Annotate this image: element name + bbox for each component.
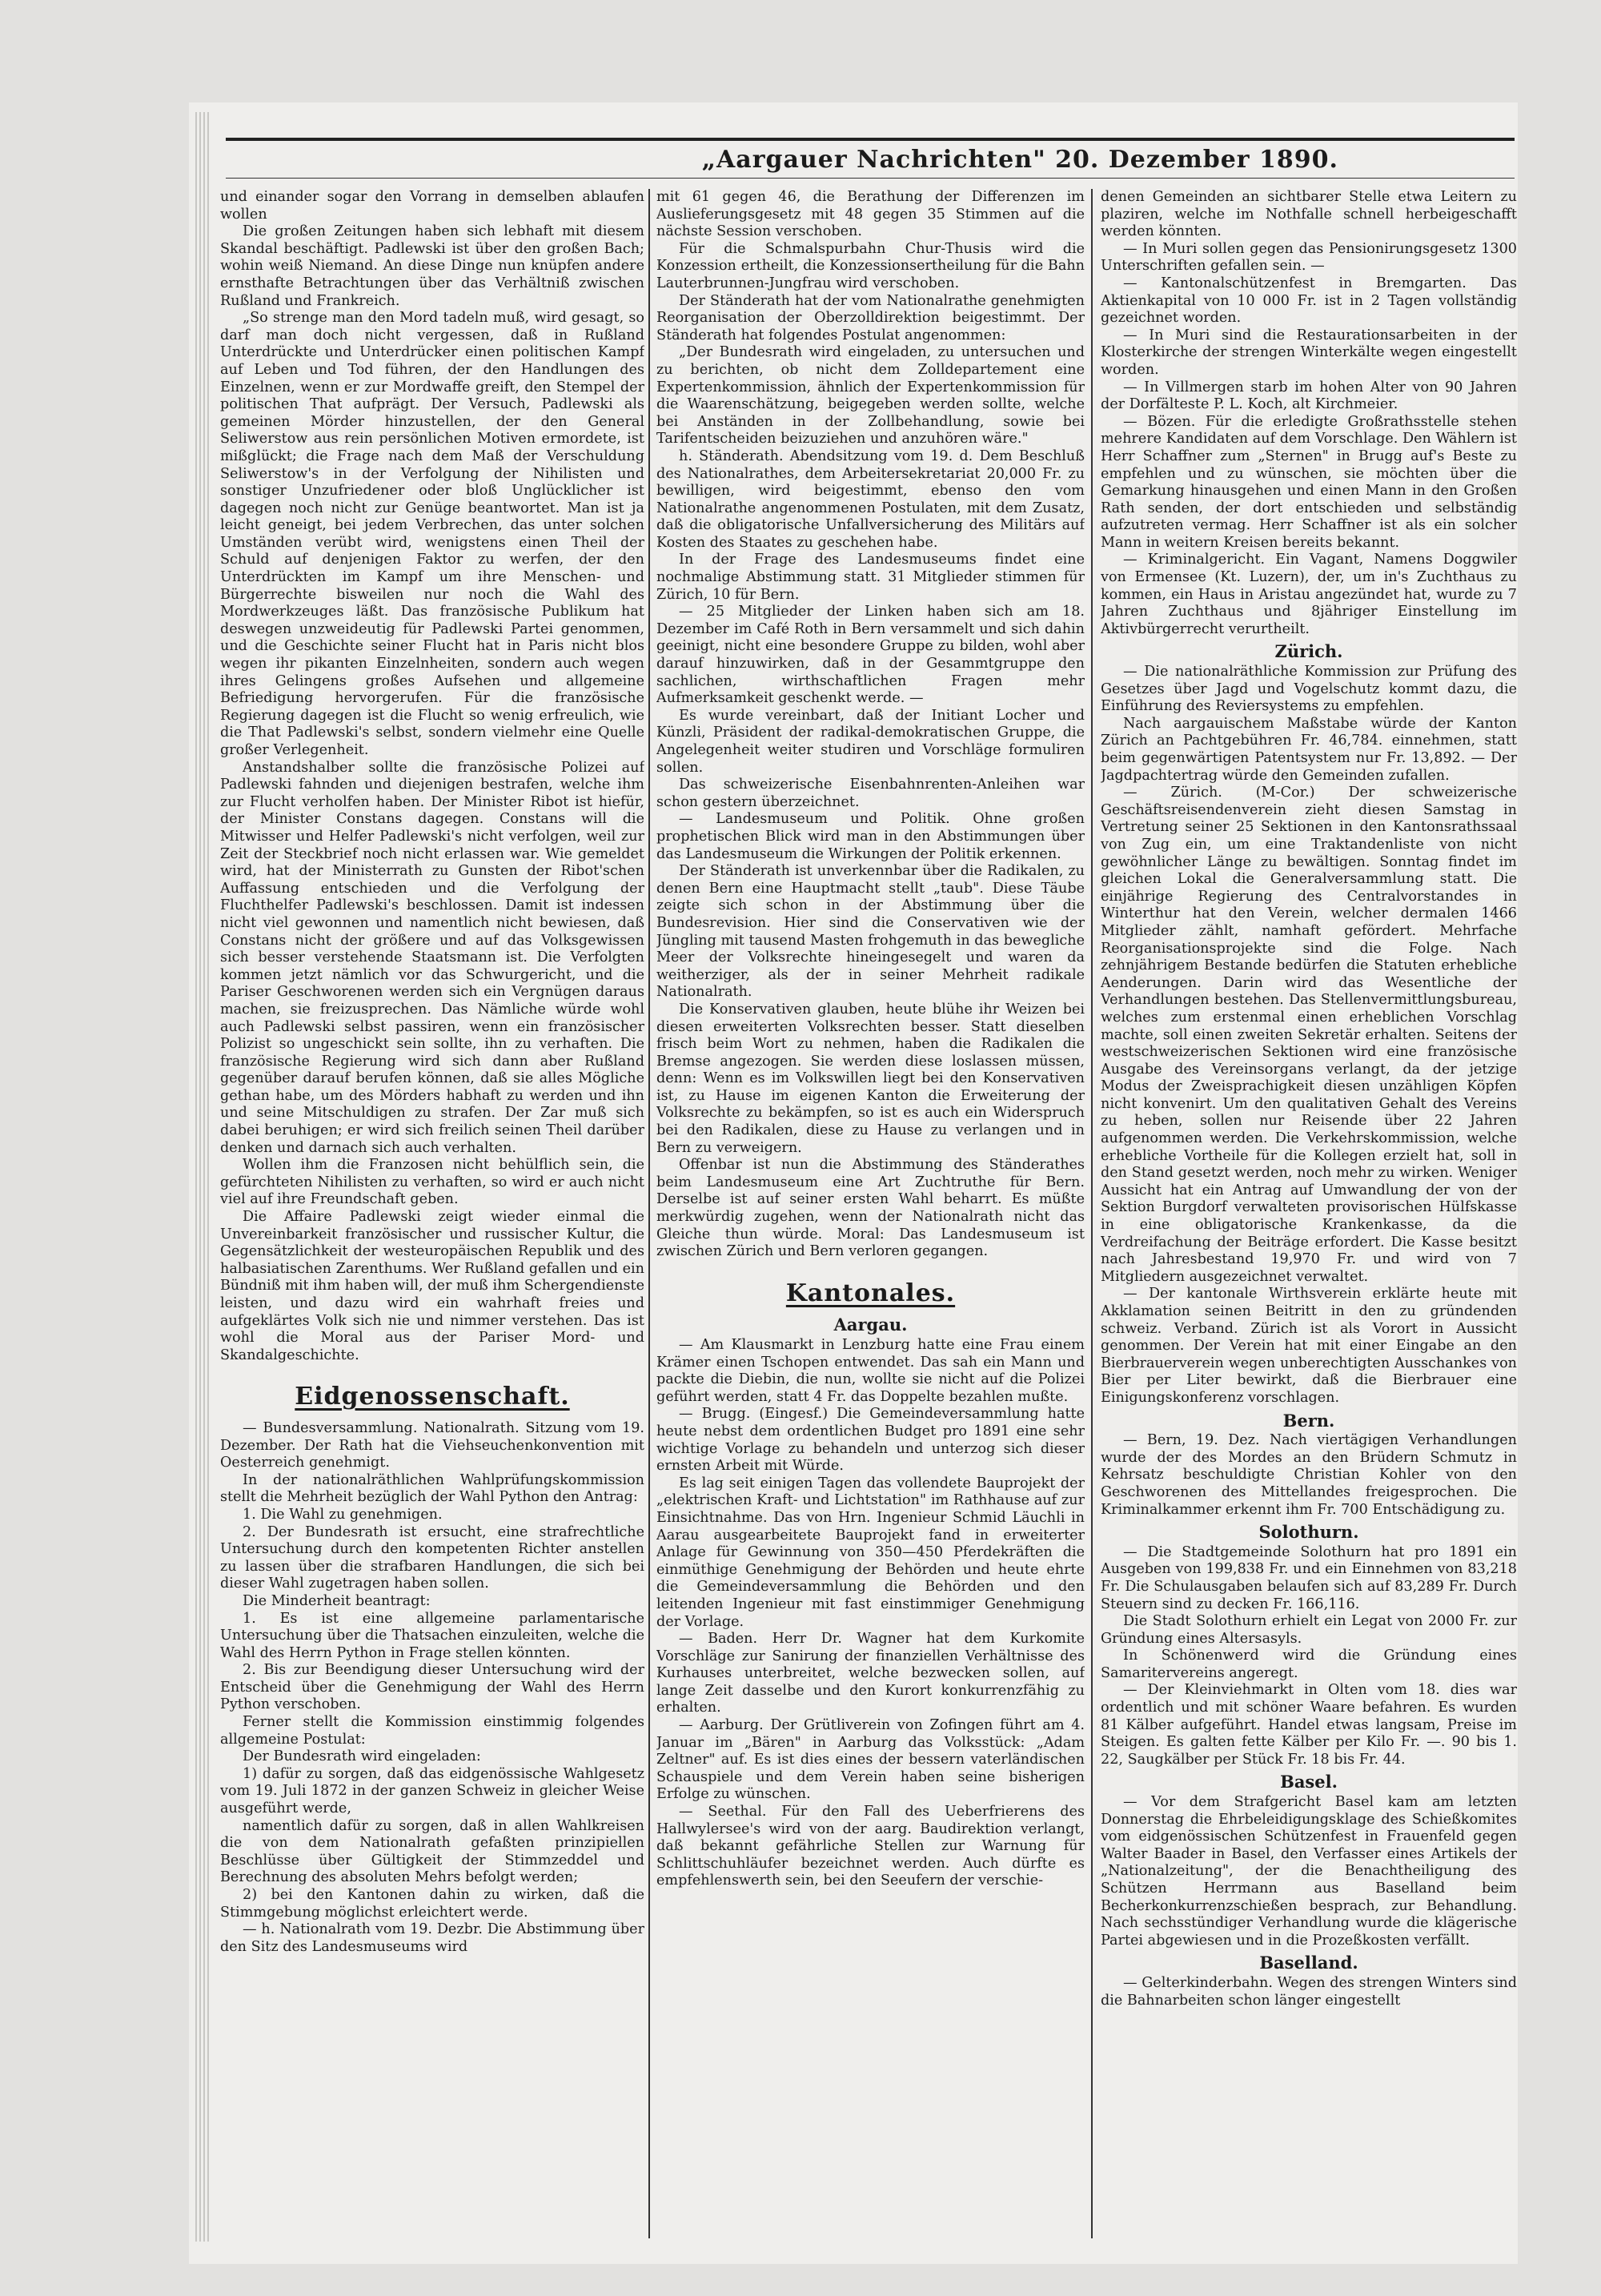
paragraph: 1) dafür zu sorgen, daß das eidgenössische Wahlgesetz vom 19. Juli 1872 in der ganzen Schweiz in gleicher Weise ausgeführt werde, bbox=[220, 1765, 644, 1817]
paragraph: 1. Es ist eine allgemeine parlamentarische Untersuchung über die Thatsachen einzuleiten, welche die Wahl des Herrn Python in Frage stellen könnten. bbox=[220, 1610, 644, 1661]
paragraph: 2. Bis zur Beendigung dieser Untersuchung wird der Entscheid über die Genehmigung der Wahl des Herrn Python verschoben. bbox=[220, 1662, 644, 1713]
paragraph: — Der Kleinviehmarkt in Olten vom 18. dies war ordentlich und mit schöner Waare befahren. Es wurden 81 Kälber aufgeführt. Handel etwas langsam, Preise im Steigen. Es galten fette Kälber per Kilo Fr. —. 90 bis 1. 22, Saugkälber per Stück Fr. 18 bis Fr. 44. bbox=[1101, 1682, 1517, 1768]
section-heading-kantonales: Kantonales. bbox=[785, 1278, 956, 1307]
page-stack-edge bbox=[195, 112, 211, 2242]
paragraph: — Zürich. (M-Cor.) Der schweizerische Geschäftsreisendenverein zieht diesen Samstag in Vertretung seiner 25 Sektionen in den Kantonsrathssaal von Zug ein, um eine Traktandenliste von nicht gewöhnlicher Länge zu bewältigen. Sonntag findet im gleichen Lokal die Generalversammlung statt. Die einjährige Regierung des Centralvorstandes in Winterthur hat den Verein, welcher dermalen 1466 Mitglieder zählt, namhaft gefördert. Mehrfache Reorganisationsprojekte sind die Folge. Nach zehnjährigem Bestande bedürfen die Statuten erhebliche Aenderungen. Darin wird das Wesentliche der Verhandlungen bestehen. Das Stellenvermittlungsbureau, welches zum erstenmal einen erheblichen Vorschlag machte, soll einen zweiten Sekretär erhalten. Seitens der westschweizerischen Sektionen wird eine französische Ausgabe des Vereinsorgans verlangt, da der jetzige Modus der Zweisprachigkeit diesen unzähligen Köpfen nicht konvenirt. Um den qualitativen Gehalt des Vereins zu heben, sollen nur Reisende über 22 Jahren aufgenommen werden. Die Verkehrskommission, welche erhebliche Vortheile für die Kollegen erzielt hat, soll in den Stand gesetzt werden, noch mehr zu wirken. Weniger Aussicht hat ein Antrag auf Umwandlung der von der Sektion Burgdorf verwalteten provisorischen Hülfskasse in eine obligatorische Krankenkasse, da die Verdreifachung der Beiträge erfordert. Die Kasse besitzt nach Jahresbestand 19,970 Fr. und wird von 7 Mitgliedern ausgezeichnet verwaltet. bbox=[1101, 785, 1517, 1285]
paragraph: — Kantonalschützenfest in Bremgarten. Das Aktienkapital von 10 000 Fr. ist in 2 Tagen vollständig gezeichnet worden. bbox=[1101, 275, 1517, 327]
paragraph: Die Affaire Padlewski zeigt wieder einmal die Unvereinbarkeit französischer und russischer Kultur, die Gegensätzlichkeit der westeuropäischen Republik und des halbasiatischen Zarenthums. Wer Rußland gefallen und ein Bündniß mit ihm haben will, der muß ihm Schergendienste leisten, und dazu wird ein wahrhaft freies und aufgeklärtes Volk sich nie und nimmer verstehen. Das ist wohl die Moral aus der Pariser Mord- und Skandalgeschichte. bbox=[220, 1209, 644, 1363]
paragraph: — In Villmergen starb im hohen Alter von 90 Jahren der Dorfälteste P. L. Koch, alt Kirchmeier. bbox=[1101, 379, 1517, 413]
paragraph: Der Bundesrath wird eingeladen: bbox=[243, 1748, 481, 1765]
subheading-zuerich: Zürich. bbox=[1274, 641, 1343, 662]
paragraph: und einander sogar den Vorrang in demselben ablaufen wollen bbox=[220, 189, 644, 223]
masthead-title: „Aargauer Nachrichten" 20. Dezember 1890. bbox=[701, 146, 1338, 174]
paragraph: — Aarburg. Der Grütliverein von Zofingen führt am 4. Januar im „Bären" in Aarburg das Volksstück: „Adam Zeltner" auf. Es ist dies eines der bessern vaterländischen Schauspiele und dem Verein haben seine bisherigen Erfolge zu wünschen. bbox=[656, 1717, 1085, 1803]
column-2 bbox=[656, 189, 1085, 2238]
paragraph: — Bundesversammlung. Nationalrath. Sitzung vom 19. Dezember. Der Rath hat die Viehseuchenkonvention mit Oesterreich genehmigt. bbox=[220, 1419, 644, 1471]
column-1 bbox=[220, 189, 644, 2238]
section-heading-eidgenossenschaft: Eidgenossenschaft. bbox=[295, 1383, 570, 1411]
paragraph: Die Konservativen glauben, heute blühe ihr Weizen bei diesen erweiterten Volksrechten besser. Statt dieselben frisch beim Wort zu nehmen, haben die Radikalen die Bremse angezogen. Sie werden diese loslassen müssen, denn: Wenn es im Volkswillen liegt bei den Konservativen ist, zu Hause im eigenen Kanton die Erweiterung der Volksrechte zu bekämpfen, so ist es auch ein Widerspruch bei den Radikalen, diese zu Hause zu verlangen und in Bern zu verweigern. bbox=[656, 1001, 1085, 1156]
column-3 bbox=[1101, 189, 1517, 2238]
masthead bbox=[226, 138, 1515, 179]
paragraph: Das schweizerische Eisenbahnrenten-Anleihen war schon gestern überzeichnet. bbox=[656, 777, 1085, 810]
paragraph: — Seethal. Für den Fall des Ueberfrierens des Hallwylersee's wird von der aarg. Baudirektion verlangt, daß bekannt gefährliche Stellen zur Warnung für Schlittschuhläufer bezeichnet werden. Auch dürfte es empfehlenswerth sein, bei den Seeufern der verschie- bbox=[656, 1804, 1085, 1889]
paragraph: Der Ständerath hat der vom Nationalrathe genehmigten Reorganisation der Oberzolldirektion beigestimmt. Der Ständerath hat folgendes Postulat angenommen: bbox=[656, 292, 1085, 343]
paragraph: — Die nationalräthliche Kommission zur Prüfung des Gesetzes über Jagd und Vogelschutz kommt dazu, die Einführung des Reviersystems zu empfehlen. bbox=[1101, 664, 1517, 715]
subheading-basel: Basel. bbox=[1280, 1772, 1338, 1792]
paragraph: In Schönenwerd wird die Gründung eines Samaritervereins angeregt. bbox=[1101, 1648, 1517, 1681]
paragraph: — Vor dem Strafgericht Basel kam am letzten Donnerstag die Ehrbeleidigungsklage des Schießkomites vom eidgenössischen Schützenfest in Frauenfeld gegen Walter Baader in Basel, den Verfasser eines Artikels der „Nationalzeitung", der die Benachtheiligung des Schützen Herrmann aus Baselland beim Becherkonkurrenzschießen besprach, zur Behandlung. Nach sechsstündiger Verhandlung wurde die klägerische Partei abgewiesen und in die Prozeßkosten verfällt. bbox=[1101, 1794, 1517, 1949]
paragraph: h. Ständerath. Abendsitzung vom 19. d. Dem Beschluß des Nationalrathes, dem Arbeitersekretariat 20,000 Fr. zu bewilligen, wird beigestimmt, ebenso den vom Nationalrathe angenommenen Postulaten, mit dem Zusatz, daß die obligatorische Unfallversicherung des Militärs auf Kosten des Staates zu geschehen habe. bbox=[656, 448, 1085, 551]
paragraph: — In Muri sollen gegen das Pensionirungsgesetz 1300 Unterschriften gefallen sein. — bbox=[1101, 240, 1517, 275]
paragraph: — Bözen. Für die erledigte Großrathsstelle stehen mehrere Kandidaten auf dem Vorschlage. Den Wählern ist Herr Schaffner zum „Sternen" in Brugg auf's Beste zu empfehlen und zu wünschen, sie möchten über die Gemarkung hinausgehen und einen Mann in den Großen Rath senden, der dort entschieden und selbständig aufzutreten vermag. Herr Schaffner ist als ein solcher Mann in weitern Kreisen bereits bekannt. bbox=[1101, 413, 1517, 551]
paragraph: — Baden. Herr Dr. Wagner hat dem Kurkomite Vorschläge zur Sanirung der finanziellen Verhältnisse des Kurhauses unterbreitet, welche bezwecken sollen, auf lange Zeit dasselbe und den Kurort konkurrenzfähig zu erhalten. bbox=[656, 1631, 1085, 1716]
paragraph: „Der Bundesrath wird eingeladen, zu untersuchen und zu berichten, ob nicht dem Zolldepartement eine Expertenkommission, ähnlich der Expertenkommission für die Waarenschätzung, beigegeben werden sollte, welche bei Anständen in der Zollbehandlung, sowie bei Tarifentscheiden beizuziehen und anzuhören wäre." bbox=[656, 344, 1085, 448]
paragraph: mit 61 gegen 46, die Berathung der Differenzen im Auslieferungsgesetz mit 48 gegen 35 Stimmen auf die nächste Session verschoben. bbox=[656, 189, 1085, 240]
subheading-solothurn: Solothurn. bbox=[1258, 1522, 1359, 1543]
paragraph: Die Minderheit beantragt: bbox=[243, 1592, 431, 1609]
paragraph: Offenbar ist nun die Abstimmung des Ständerathes beim Landesmuseum eine Art Zuchtruthe für Bern. Derselbe ist auf seiner ersten Wahl beharrt. Es müßte merkwürdig zugehen, wenn der Nationalrath nicht das Gleiche thun würde. Moral: Das Landesmuseum ist zwischen Zürich und Bern verloren gegangen. bbox=[656, 1157, 1085, 1260]
subheading-bern: Bern. bbox=[1282, 1410, 1335, 1431]
paragraph: Es wurde vereinbart, daß der Initiant Locher und Künzli, Präsident der radikal-demokratischen Gruppe, die Angelegenheit weiter studiren und Vorschläge formuliren sollen. bbox=[656, 707, 1085, 776]
subheading-baselland: Baselland. bbox=[1259, 1953, 1358, 1973]
paragraph: — Kriminalgericht. Ein Vagant, Namens Doggwiler von Ermensee (Kt. Luzern), der, um in's Zuchthaus zu kommen, ein Haus in Aristau angezündet hat, wurde zu 7 Jahren Zuchthaus und 8jähriger Einstellung im Aktivbürgerrecht verurtheilt. bbox=[1101, 552, 1517, 637]
paragraph: — Landesmuseum und Politik. Ohne großen prophetischen Blick wird man in den Abstimmungen über das Landesmuseum die Wirkungen der Politik erkennen. bbox=[656, 811, 1085, 862]
paragraph: — Am Klausmarkt in Lenzburg hatte eine Frau einem Krämer einen Tschopen entwendet. Das sah ein Mann und packte die Diebin, die nun, wollte sie nicht auf die Polizei geführt werden, statt 4 Fr. das Doppelte bezahlen mußte. bbox=[656, 1337, 1085, 1405]
paragraph: 2) bei den Kantonen dahin zu wirken, daß die Stimmgebung möglichst erleichtert werde. bbox=[220, 1887, 644, 1921]
paragraph: — 25 Mitglieder der Linken haben sich am 18. Dezember im Café Roth in Bern versammelt und sich dahin geeinigt, nicht eine besondere Gruppe zu bilden, wohl aber darauf hinzuwirken, daß in der Gesammtgruppe den sachlichen, wirthschaftlichen Fragen mehr Aufmerksamkeit geschenkt werde. — bbox=[656, 604, 1085, 707]
paragraph: — In Muri sind die Restaurationsarbeiten in der Klosterkirche der strengen Winterkälte wegen eingestellt worden. bbox=[1101, 327, 1517, 378]
paragraph: namentlich dafür zu sorgen, daß in allen Wahlkreisen die von dem Nationalrath gefaßten prinzipiellen Beschlüsse über Gültigkeit der Stimmzeddel und Berechnung des absoluten Mehrs befolgt werden; bbox=[220, 1817, 644, 1886]
paragraph: — Die Stadtgemeinde Solothurn hat pro 1891 ein Ausgeben von 199,838 Fr. und ein Einnehmen von 83,218 Fr. Die Schulausgaben belaufen sich auf 83,289 Fr. Durch Steuern sind zu decken Fr. 166,116. bbox=[1101, 1543, 1517, 1612]
paragraph: — h. Nationalrath vom 19. Dezbr. Die Abstimmung über den Sitz des Landesmuseums wird bbox=[220, 1921, 644, 1955]
column-rule-1 bbox=[648, 189, 650, 2238]
paragraph: — Bern, 19. Dez. Nach viertägigen Verhandlungen wurde der des Mordes an den Brüdern Schmutz in Kehrsatz beschuldigte Christian Kohler von den Geschworenen des Mittellandes freigesprochen. Die Kriminalkammer erkennt ihm Fr. 700 Entschädigung zu. bbox=[1101, 1432, 1517, 1518]
subheading-aargau: Aargau. bbox=[833, 1315, 908, 1335]
paragraph: Es lag seit einigen Tagen das vollendete Bauprojekt der „elektrischen Kraft- und Lichtstation" im Rathhause auf zur Einsichtnahme. Das von Hrn. Ingenieur Schmid Läuchli in Aarau ausgearbeitete Bauprojekt fand in erweiterter Anlage für Gewinnung von 350—450 Pferdekräften die einmüthige Genehmigung der Behörden und heute ehrte die Gemeindeversammlung die Behörden und den leitenden Ingenieur mit fast einstimmiger Genehmigung der Vorlage. bbox=[656, 1475, 1085, 1630]
paragraph: Ferner stellt die Kommission einstimmig folgendes allgemeine Postulat: bbox=[220, 1714, 644, 1748]
paragraph: „So strenge man den Mord tadeln muß, wird gesagt, so darf man doch nicht vergessen, daß in Rußland Unterdrückte und Unterdrücker einen politischen Kampf auf Leben und Tod führen, der den Handlungen des Einzelnen, wenn er zur Mordwaffe greift, den Stempel der politischen That aufprägt. Der Versuch, Padlewski als gemeinen Mörder hinzustellen, der den General Seliwerstow aus rein persönlichen Motiven ermordete, ist mißglückt; die Frage nach dem Maß der Verschuldung Seliwerstow's in der Verfolgung der Nihilisten und sonstiger Unzufriedener oder bloß Unglücklicher ist dagegen noch nicht zur Genüge beantwortet. Man ist ja leicht geneigt, bei jedem Verbrechen, das unter solchen Umständen verübt wird, wenigstens einen Theil der Schuld auf denjenigen Faktor zu werfen, der den Unterdrückten im Kampf um ihre Menschen- und Bürgerrechte bisweilen nur noch die Wahl des Mordwerkzeuges läßt. Das französische Publikum hat deswegen unzweideutig für Padlewski Partei genommen, und die Geschichte seiner Flucht hat in Paris nicht blos wegen ihr pikanten Einzelnheiten, sondern auch wegen ihres Gelingens großes Aufsehen und allgemeine Befriedigung hervorgerufen. Für die französische Regierung dagegen ist die Flucht so wenig erfreulich, wie die That Padlewski's selbst, sondern vielmehr eine Quelle großer Verlegenheit. bbox=[220, 310, 644, 758]
paragraph: — Gelterkinderbahn. Wegen des strengen Winters sind die Bahnarbeiten schon länger eingestellt bbox=[1101, 1974, 1517, 2009]
paragraph: denen Gemeinden an sichtbarer Stelle etwa Leitern zu plaziren, welche im Nothfalle schnell herbeigeschafft werden könnten. bbox=[1101, 189, 1517, 240]
paragraph: Wollen ihm die Franzosen nicht behülflich sein, die gefürchteten Nihilisten zu verhaften, so wird er auch nicht viel auf ihre Freundschaft geben. bbox=[220, 1157, 644, 1208]
paragraph: — Brugg. (Eingesf.) Die Gemeindeversammlung hatte heute nebst dem ordentlichen Budget pro 1891 eine sehr wichtige Vorlage zu behandeln und unterzog sich dieser ernsten Arbeit mit Würde. bbox=[656, 1406, 1085, 1475]
paragraph: In der Frage des Landesmuseums findet eine nochmalige Abstimmung statt. 31 Mitglieder stimmen für Zürich, 10 für Bern. bbox=[656, 552, 1085, 603]
paragraph: Nach aargauischem Maßstabe würde der Kanton Zürich an Pachtgebühren Fr. 46,784. einnehmen, statt beim gegenwärtigen Patentsystem nur Fr. 13,892. — Der Jagdpachtertrag würde den Gemeinden zufallen. bbox=[1101, 715, 1517, 784]
paragraph: — Der kantonale Wirthsverein erklärte heute mit Akklamation seinen Beitritt in den zu gründenden schweiz. Verband. Zürich ist als Vorort in Aussicht genommen. Der Verein hat mit einer Eingabe an den Bierbrauerverein wegen unberechtigten Ausschankes von Bier per Liter bewirkt, daß die Bierbrauer eine Einigungskonferenz vorschlagen. bbox=[1101, 1286, 1517, 1406]
paragraph: In der nationalräthlichen Wahlprüfungskommission stellt die Mehrheit bezüglich der Wahl Python den Antrag: bbox=[220, 1471, 644, 1506]
paragraph: Anstandshalber sollte die französische Polizei auf Padlewski fahnden und diejenigen bestrafen, welche ihm zur Flucht verholfen haben. Der Minister Ribot ist hiefür, der Minister Constans dagegen. Constans will die Mitwisser und Helfer Padlewski's nicht verfolgen, weil zur Zeit der Steckbrief noch nicht erlassen war. Wie gemeldet wird, hat der Ministerrath zu Gunsten der Ribot'schen Auffassung entschieden und die Verfolgung der Fluchthelfer Padlewski's beschlossen. Damit ist indessen nicht viel gewonnen und namentlich nicht bewiesen, daß Constans nicht der größere und auf das Volksgewissen sich besser verstehende Staatsmann ist. Die Verfolgten kommen jetzt nämlich vor das Schwurgericht, und die Pariser Geschworenen werden sich ein Vergnügen daraus machen, sie freizusprechen. Das Nämliche würde wohl auch Padlewski selbst passiren, wenn ein französischer Polizist so ungeschickt sein sollte, ihn zu verhaften. Die französische Regierung wird sich dann aber Rußland gegenüber darauf berufen können, daß sie alles Mögliche gethan habe, um des Mörders habhaft zu werden und ihn und seine Mitschuldigen zu strafen. Der Zar muß sich dabei beruhigen; er wird sich freilich seinen Theil darüber denken und darnach sich auch verhalten. bbox=[220, 759, 644, 1156]
paragraph: 2. Der Bundesrath ist ersucht, eine strafrechtliche Untersuchung durch den kompetenten Richter anstellen zu lassen über die strafbaren Handlungen, die sich bei dieser Wahl zugetragen haben sollen. bbox=[220, 1523, 644, 1592]
paragraph: Der Ständerath ist unverkennbar über die Radikalen, zu denen Bern eine Hauptmacht stellt „taub". Diese Täube zeigte sich schon in der Abstimmung über die Bundesrevision. Hier sind die Conservativen wie der Jüngling mit tausend Masten frohgemuth in das bewegliche Meer der Volksrechte hineingesegelt und waren da weitherziger, als der in seiner Mehrheit radikale Nationalrath. bbox=[656, 863, 1085, 1001]
paragraph: Die Stadt Solothurn erhielt ein Legat von 2000 Fr. zur Gründung eines Altersasyls. bbox=[1101, 1613, 1517, 1647]
paragraph: 1. Die Wahl zu genehmigen. bbox=[243, 1506, 443, 1523]
paragraph: Für die Schmalspurbahn Chur-Thusis wird die Konzession ertheilt, die Konzessionsertheilung für die Bahn Lauterbrunnen-Jungfrau wird verschoben. bbox=[656, 240, 1085, 291]
column-rule-2 bbox=[1091, 189, 1093, 2238]
paragraph: Die großen Zeitungen haben sich lebhaft mit diesem Skandal beschäftigt. Padlewski ist über den großen Bach; wohin weiß Niemand. An diese Dinge nun knüpfen andere ernsthafte Betrachtungen über das Verhältniß zwischen Rußland und Frankreich. bbox=[220, 223, 644, 309]
